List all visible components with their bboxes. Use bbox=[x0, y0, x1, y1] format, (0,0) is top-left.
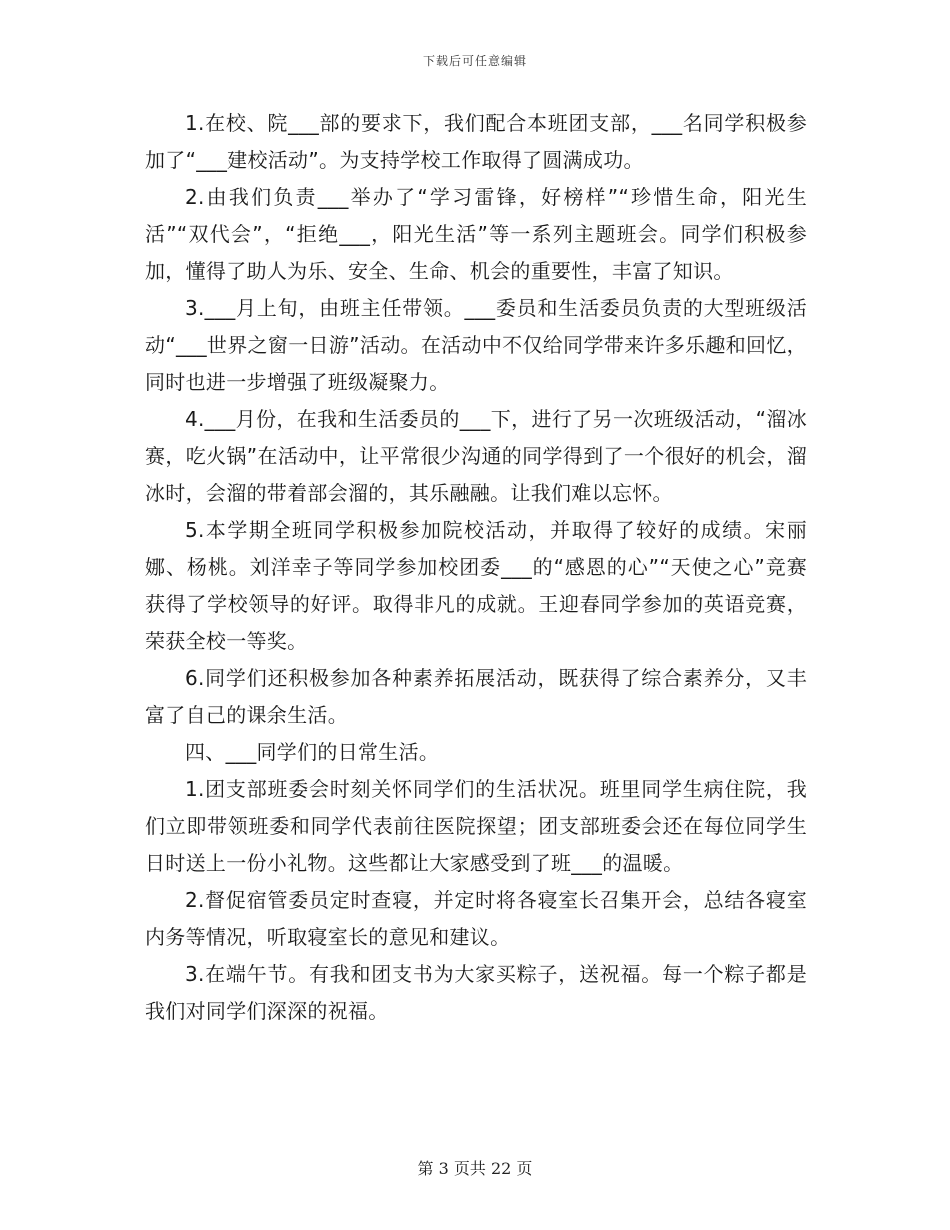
paragraph: 1.在校、院___部的要求下，我们配合本班团支部，___名同学积极参加了“___建校活动”。为支持学校工作取得了圆满成功。 bbox=[145, 111, 807, 172]
page-header: 下载后可任意编辑 bbox=[422, 54, 527, 68]
document-body bbox=[145, 105, 807, 1030]
paragraph: 3.___月上旬，由班主任带领。___委员和生活委员负责的大型班级活动“___世界之窗一日游”活动。在活动中不仅给同学带来许多乐趣和回忆，同时也进一步增强了班级凝聚力。 bbox=[145, 296, 807, 394]
paragraph: 3.在端午节。有我和团支书为大家买粽子，送祝福。每一个粽子都是我们对同学们深深的祝福。 bbox=[145, 962, 807, 1023]
paragraph: 1.团支部班委会时刻关怀同学们的生活状况。班里同学生病住院，我们立即带领班委和同学代表前往医院探望；团支部班委会还在每位同学生日时送上一份小礼物。这些都让大家感受到了班___的温暖。 bbox=[145, 777, 807, 875]
paragraph: 5.本学期全班同学积极参加院校活动，并取得了较好的成绩。宋丽娜、杨桃。刘洋幸子等同学参加校团委___的“感恩的心”“天使之心”竞赛获得了学校领导的好评。取得非凡的成就。王迎春同学参加的英语竞赛，荣获全校一等奖。 bbox=[145, 518, 807, 653]
page-number: 第 3 页共 22 页 bbox=[417, 1159, 533, 1178]
paragraph: 2.督促宿管委员定时查寝，并定时将各寝室长召集开会，总结各寝室内务等情况，听取寝室长的意见和建议。 bbox=[145, 888, 807, 949]
paragraph: 4.___月份，在我和生活委员的___下，进行了另一次班级活动，“溜冰赛，吃火锅”在活动中，让平常很少沟通的同学得到了一个很好的机会，溜冰时，会溜的带着部会溜的，其乐融融。让我们难以忘怀。 bbox=[145, 407, 807, 505]
paragraph: 2.由我们负责___举办了“学习雷锋，好榜样”“珍惜生命，阳光生活”“双代会”，“拒绝___，阳光生活”等一系列主题班会。同学们积极参加，懂得了助人为乐、安全、生命、机会的重要性，丰富了知识。 bbox=[145, 185, 807, 283]
paragraph: 6.同学们还积极参加各种素养拓展活动，既获得了综合素养分，又丰富了自己的课余生活。 bbox=[145, 666, 807, 727]
section-heading: 四、___同学们的日常生活。 bbox=[185, 740, 440, 764]
